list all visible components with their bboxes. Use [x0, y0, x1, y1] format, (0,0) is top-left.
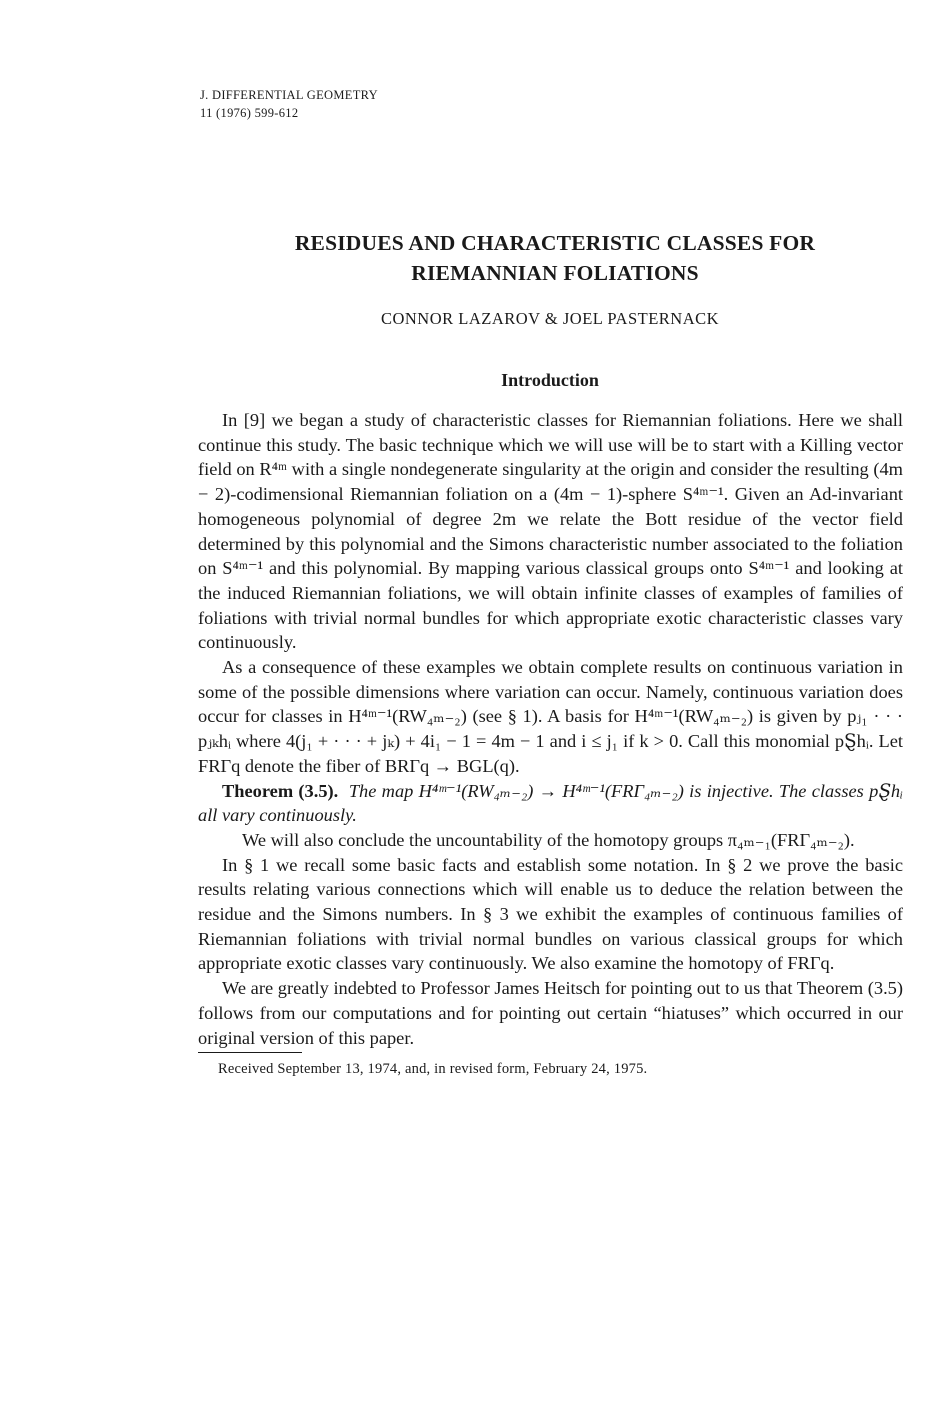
body-text [198, 408, 903, 1079]
paragraph-4: In § 1 we recall some basic facts and establish some notation. In § 2 we prove the basic results relating various connections which will enable us to deduce the relation between the residue and the Simons numbers. In § 3 we exhibit the examples of continuous families of Riemannian foliations with trivial normal bundles on various classical groups for which appropriate exotic classes vary continuously. We also examine the homotopy of FRΓq. [198, 854, 903, 974]
theorem-statement: The map H⁴ᵐ⁻¹(RW₄ₘ₋₂) → H⁴ᵐ⁻¹(FRΓ₄ₘ₋₂) is injective. The classes pⱾhᵢ all vary continuously. [198, 780, 903, 826]
paragraph-2: As a consequence of these examples we obtain complete results on continuous variation in some of the possible dimensions where variation can occur. Namely, continuous variation does occur for classes in H⁴ᵐ⁻¹(RW₄ₘ₋₂) (see § 1). A basis for H⁴ᵐ⁻¹(RW₄ₘ₋₂) is given by pⱼ₁ · · · pⱼₖhᵢ where 4(j₁ + · · · + jₖ) + 4i₁ − 1 = 4m − 1 and i ≤ j₁ if k > 0. Call this monomial pⱾhᵢ. Let FRΓq denote the fiber of BRΓq → BGL(q). [198, 657, 903, 776]
paragraph-5: We are greatly indebted to Professor James Heitsch for pointing out to us that Theorem (3.5) follows from our computations and for pointing out certain “hiatuses” which occurred in our original version of this paper. [198, 978, 903, 1048]
title-line-1: RESIDUES AND CHARACTERISTIC CLASSES FOR [294, 231, 816, 255]
footnote-rule [198, 1052, 302, 1053]
paragraph-3: We will also conclude the uncountability of the homotopy groups π₄ₘ₋₁(FRΓ₄ₘ₋₂). [242, 829, 855, 850]
footnote: Received September 13, 1974, and, in revised form, February 24, 1975. [218, 1061, 648, 1078]
authors: CONNOR LAZAROV & JOEL PASTERNACK [380, 309, 720, 328]
theorem [198, 779, 903, 828]
title-line-2: RIEMANNIAN FOLIATIONS [411, 261, 699, 285]
section-heading: Introduction [501, 370, 599, 390]
journal-volume: 11 (1976) 599-612 [200, 106, 299, 120]
journal-name: J. DIFFERENTIAL GEOMETRY [200, 88, 378, 102]
journal-header [200, 86, 378, 122]
paragraph-1: In [9] we began a study of characteristic classes for Riemannian foliations. Here we shall continue this study. The basic technique which we will use will be to start with a Killing vector field on R⁴ᵐ with a single nondegenerate singularity at the origin and consider the resulting (4m − 2)-codimensional Riemannian foliation on a (4m − 1)-sphere S⁴ᵐ⁻¹. Given an Ad-invariant homogeneous polynomial of degree 2m we relate the Bott residue of the vector field determined by this polynomial and the Simons characteristic number associated to the foliation on S⁴ᵐ⁻¹ and this polynomial. By mapping various classical groups onto S⁴ᵐ⁻¹ and looking at the induced Riemannian foliations, we will obtain infinite classes of examples of families of foliations with trivial normal bundles for which appropriate exotic characteristic classes vary continuously. [198, 410, 903, 653]
theorem-label: Theorem (3.5). [222, 780, 339, 801]
paper-title [200, 228, 910, 288]
